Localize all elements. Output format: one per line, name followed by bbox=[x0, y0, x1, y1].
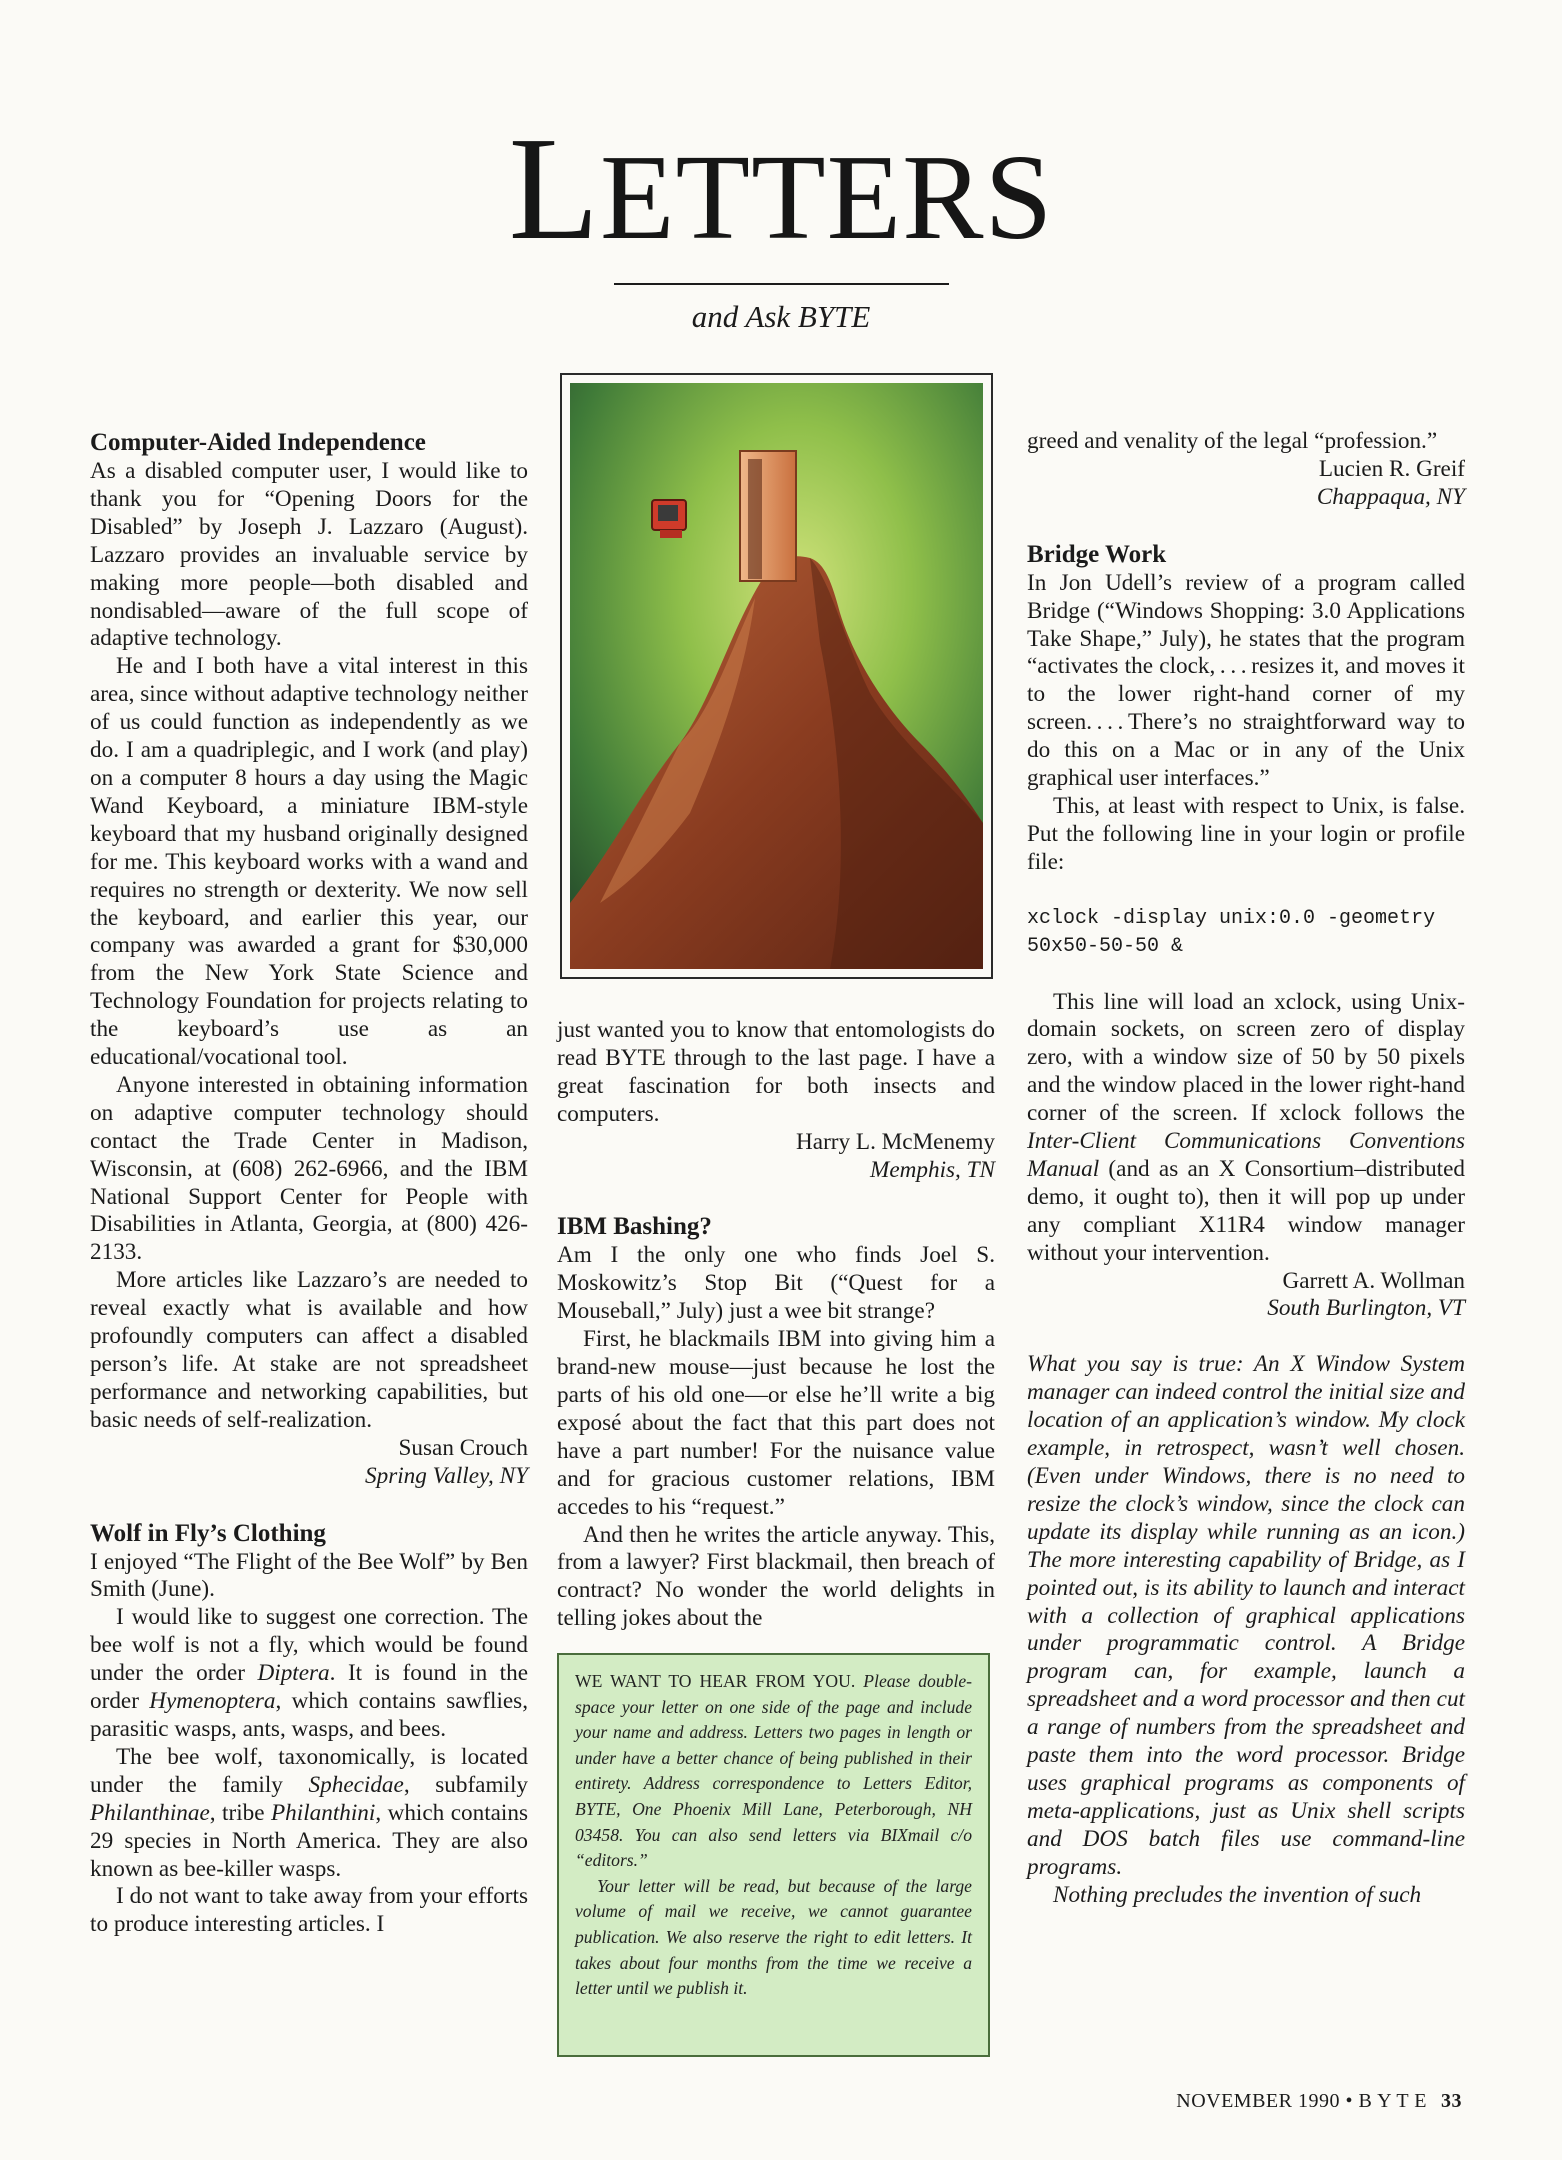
letter-heading: Bridge Work bbox=[1027, 540, 1167, 568]
editor-reply: What you say is true: An X Window System manager can indeed control the initial size and location of an application’s window. My clock example, in retrospect, wasn’t well chosen. (Even under Windows, there is no need to resize the clock’s window, since the clock can update its display while running as an icon.) The more interesting capability of Bridge, as I pointed out, is its ability to launch and interact with a collection of graphical applications under programmatic control. A Bridge program can, for example, launch a spreadsheet and a word processor and then cut a range of numbers from the spreadsheet and paste them into the word processor. Bridge uses graphical programs as components of meta-applications, just as Unix shell scripts and DOS batch files use command-line programs. bbox=[1027, 1351, 1465, 1880]
code-line: xclock -display unix:0.0 -geometry bbox=[1027, 906, 1436, 930]
letter-paragraph: I do not want to take away from your efforts to produce interesting articles. I bbox=[90, 1883, 528, 1938]
illustration-frame bbox=[560, 373, 993, 979]
issue-label: NOVEMBER 1990 • B Y T E bbox=[1176, 2090, 1427, 2112]
letter-paragraph: greed and venality of the legal “profession.” bbox=[1027, 428, 1438, 454]
signature-place: Chappaqua, NY bbox=[1316, 483, 1465, 510]
signature-name: Lucien R. Greif bbox=[1318, 455, 1465, 482]
letter-heading: Wolf in Fly’s Clothing bbox=[90, 1519, 326, 1547]
door-opening bbox=[748, 459, 762, 579]
taxon-name: Sphecidae bbox=[308, 1771, 404, 1798]
callout-lead: WE WANT TO HEAR FROM YOU. bbox=[575, 1671, 856, 1691]
page-number: 33 bbox=[1441, 2090, 1462, 2112]
column-1 bbox=[90, 428, 528, 1939]
callout-paragraph: Your letter will be read, but because of the large volume of mail we receive, we cannot guarantee publication. We also reserve the right to edit letters. It takes about four months from the time we receive a letter until we publish it. bbox=[575, 1875, 972, 1999]
letter-heading: Computer-Aided Independence bbox=[90, 429, 426, 456]
editor-reply: Nothing precludes the invention of such bbox=[1053, 1881, 1422, 1908]
page-subtitle: and Ask BYTE bbox=[691, 299, 871, 334]
letter-paragraph: As a disabled computer user, I would like to thank you for “Opening Doors for the Disabled” by Joseph J. Lazzaro (August). Lazzaro provides an invaluable service by making more people—both disabled and nondisabled—aware of the full scope of adaptive technology. bbox=[90, 458, 528, 652]
title-initial: L bbox=[508, 107, 601, 271]
signature-place: Spring Valley, NY bbox=[365, 1462, 528, 1489]
signature-place: South Burlington, VT bbox=[1267, 1295, 1465, 1322]
letter-paragraph: More articles like Lazzaro’s are needed to reveal exactly what is available and how profoundly computers can affect a disabled person’s life. At stake are not spreadsheet performance and networking capabilities, but basic needs of self-realization. bbox=[90, 1267, 528, 1433]
letter-paragraph: Anyone interested in obtaining information on adaptive computer technology should contact the Trade Center in Madison, Wisconsin, at (608) 262-6966, and the IBM National Support Center for People with Disabilities in Atlanta, Georgia, at (800) 426-2133. bbox=[90, 1071, 528, 1266]
letters-submission-box bbox=[557, 1653, 990, 2057]
letter-heading: IBM Bashing? bbox=[557, 1213, 712, 1241]
letter-paragraph: This, at least with respect to Unix, is false. Put the following line in your login or profile file: bbox=[1027, 792, 1465, 875]
taxon-name: Philanthini bbox=[271, 1799, 376, 1826]
masthead bbox=[0, 107, 1562, 335]
letter-paragraph: This line will load an xclock, using Unix-domain sockets, on screen zero of display zero, with a window size of 50 by 50 pixels and the window placed in the lower right-hand corner of the screen. If xclock follows the Inter-Client Communications Conventions Manual (and as an X Consortium–distributed demo, it ought to), then it will pop up under any compliant X11R4 window manager without your intervention. bbox=[1027, 988, 1465, 1266]
publication-title: Inter-Client Communications Conventions Manual bbox=[1027, 1128, 1465, 1182]
letter-paragraph: And then he writes the article anyway. This, from a lawyer? First blackmail, then breach of contract? No wonder the world delights in telling jokes about the bbox=[557, 1521, 995, 1632]
signature-name: Garrett A. Wollman bbox=[1282, 1267, 1465, 1294]
letter-paragraph: The bee wolf, taxonomically, is located under the family Sphecidae, subfamily Philanthinae, tribe Philanthini, which contains 29 species in North America. They are also known as bee-killer wasps. bbox=[90, 1743, 528, 1882]
title-rest: ETTERS bbox=[600, 130, 1054, 265]
letter-paragraph: Am I the only one who finds Joel S. Moskowitz’s Stop Bit (“Quest for a Mouseball,” July) just a wee bit strange? bbox=[557, 1242, 995, 1325]
page-footer bbox=[0, 2090, 1462, 2113]
letter-paragraph: First, he blackmails IBM into giving him a brand-new mouse—just because he lost the parts of his old one—or else he’ll write a big exposé about the fact that this part does not have a part number! For the nuisance value and for gracious customer relations, IBM accedes to his “request.” bbox=[557, 1326, 995, 1520]
callout-paragraph: WE WANT TO HEAR FROM YOU. Please double-space your letter on one side of the page and include your name and address. Letters two pages in length or under have a better chance of being published in their entirety. Address correspondence to Letters Editor, BYTE, One Phoenix Mill Lane, Peterborough, NH 03458. You can also send letters via BIXmail c/o “editors.” bbox=[575, 1671, 972, 1871]
taxon-name: Diptera bbox=[257, 1660, 330, 1687]
signature-name: Susan Crouch bbox=[398, 1434, 528, 1461]
taxon-name: Philanthinae bbox=[90, 1799, 210, 1826]
signature-name: Harry L. McMenemy bbox=[796, 1128, 995, 1155]
letter-paragraph: just wanted you to know that entomologists do read BYTE through to the last page. I have a great fascination for both insects and computers. bbox=[557, 1017, 995, 1127]
signature-place: Memphis, TN bbox=[870, 1156, 995, 1183]
letter-paragraph: He and I both have a vital interest in this area, since without adaptive technology neither of us could function as independently as we do. I am a quadriplegic, and I work (and play) on a computer 8 hours a day using the Magic Wand Keyboard, a miniature IBM-style keyboard that my husband originally designed for me. This keyboard works with a wand and requires no strength or dexterity. We now sell the keyboard, and earlier this year, our company was awarded a grant for $30,000 from the New York State Science and Technology Foundation for projects relating to the keyboard’s use as an educational/vocational tool. bbox=[90, 653, 528, 1071]
title-rule bbox=[614, 283, 949, 285]
page-title bbox=[0, 107, 1562, 271]
column-2 bbox=[557, 1017, 995, 1633]
column-3 bbox=[1027, 428, 1465, 1910]
letter-paragraph: In Jon Udell’s review of a program called Bridge (“Windows Shopping: 3.0 Applications Take Shape,” July), he states that the program “activates the clock, . . . resizes it, and moves it to the lower right-hand corner of my screen. . . . There’s no straightforward way to do this on a Mac or in any of the Unix graphical user interfaces.” bbox=[1027, 569, 1465, 792]
letter-paragraph: I would like to suggest one correction. The bee wolf is not a fly, which would be found under the order Diptera. It is found in the order Hymenoptera, which contains sawflies, parasitic wasps, ants, wasps, and bees. bbox=[90, 1604, 528, 1742]
letter-paragraph: I enjoyed “The Flight of the Bee Wolf” by Ben Smith (June). bbox=[90, 1548, 528, 1603]
taxon-name: Hymenoptera bbox=[149, 1688, 276, 1715]
code-line: 50x50-50-50 & bbox=[1027, 934, 1184, 958]
door-mountain-illustration bbox=[570, 383, 983, 969]
